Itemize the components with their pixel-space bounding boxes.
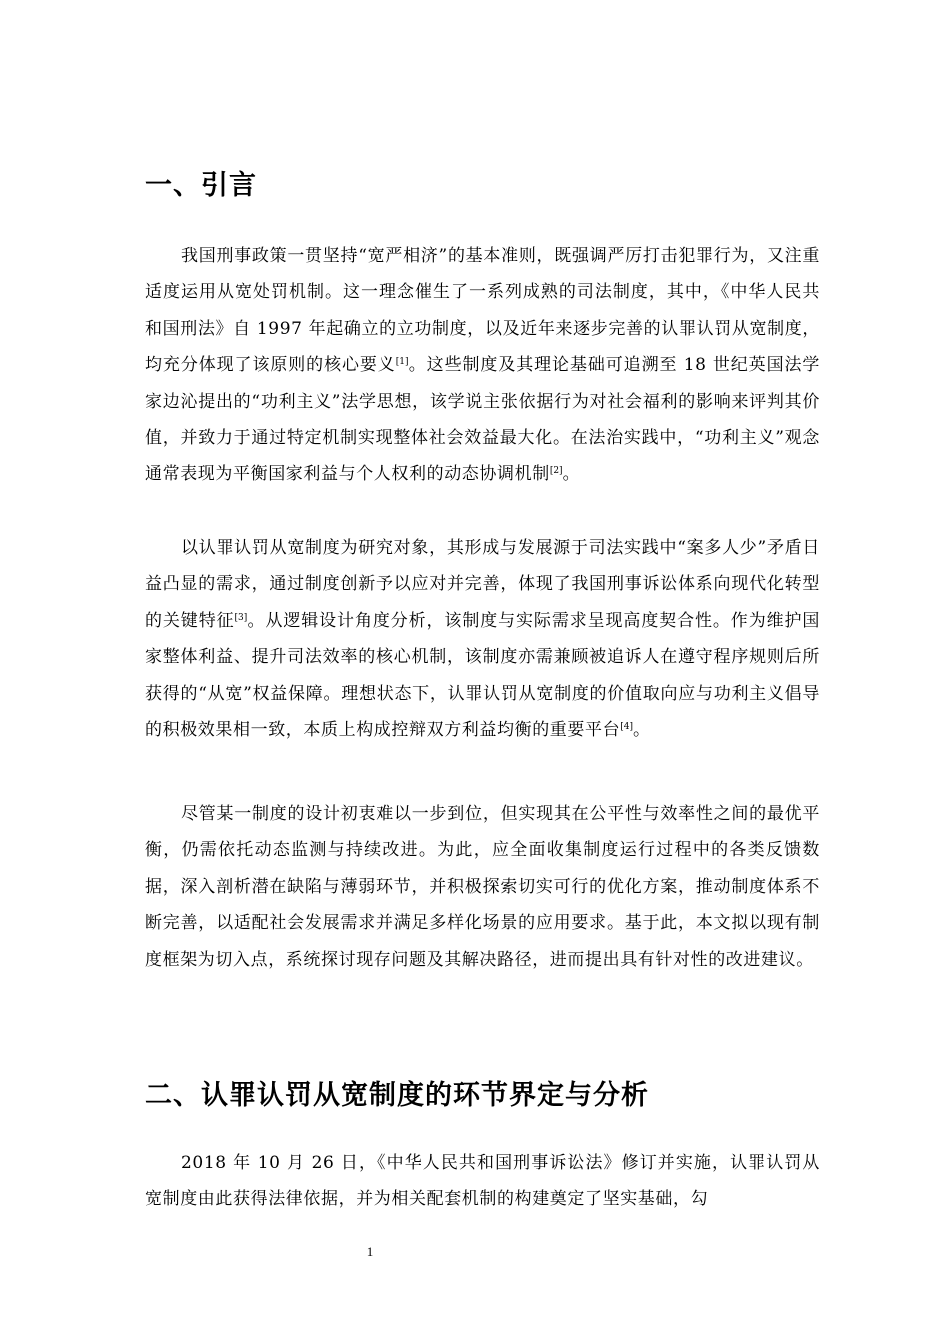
citation-ref: [3] [234, 612, 248, 623]
text-run: 。从逻辑设计角度分析，该制度与实际需求呈现高度契合性。作为维护国家整体利益、提升司法效率的核心机制，该制度亦需兼顾被追诉人在遵守程序规则后所获得的“从宽”权益保障。理想状态下，认罪认罚从宽制度的价值取向应与功利主义倡导的积极效果相一致，本质上构成控辩双方利益均衡的重要平台 [145, 610, 821, 741]
text-run: 。 [562, 464, 581, 485]
paragraph [145, 530, 820, 748]
paragraph [145, 796, 820, 978]
paragraph [145, 1145, 820, 1218]
text-run: 。这些制度及其理论基础可追溯至 18 世纪英国法学家边沁提出的“功利主义”法学思想，该学说主张依据行为对社会福利的影响来评判其价值，并致力于通过特定机制实现整体社会效益最大化。在法治实践中，“功利主义”观念通常表现为平衡国家利益与个人权利的动态协调机制 [145, 355, 820, 485]
page-number: 1 [366, 1244, 374, 1259]
text-run: 。 [632, 720, 651, 741]
paragraph [145, 238, 820, 493]
text-run: 以认罪认罚从宽制度为研究对象，其形成与发展源于司法实践中“案多人少”矛盾日益凸显的需求，通过制度创新予以应对并完善，体现了我国刑事诉讼体系向现代化转型的关键特征 [145, 538, 820, 631]
citation-ref: [2] [549, 466, 563, 477]
section-heading-introduction: 一、引言 [145, 170, 257, 201]
text-run: 我国刑事政策一贯坚持“宽严相济”的基本准则，既强调严厉打击犯罪行为，又注重适度运用从宽处罚机制。这一理念催生了一系列成熟的司法制度，其中，《中华人民共和国刑法》自 1997 年起确立的立功制度，以及近年来逐步完善的认罪认罚从宽制度，均充分体现了该原则的核心要义 [145, 246, 820, 376]
section-heading-analysis: 二、认罪认罚从宽制度的环节界定与分析 [145, 1080, 649, 1111]
citation-ref: [4] [620, 722, 633, 733]
text-run: 2018 年 10 月 26 日，《中华人民共和国刑事诉讼法》修订并实施，认罪认罚从宽制度由此获得法律依据，并为相关配套机制的构建奠定了坚实基础，勾 [145, 1153, 820, 1210]
text-run: 尽管某一制度的设计初衷难以一步到位，但实现其在公平性与效率性之间的最优平衡，仍需依托动态监测与持续改进。为此，应全面收集制度运行过程中的各类反馈数据，深入剖析潜在缺陷与薄弱环节，并积极探索切实可行的优化方案，推动制度体系不断完善，以适配社会发展需求并满足多样化场景的应用要求。基于此，本文拟以现有制度框架为切入点，系统探讨现存问题及其解决路径，进而提出具有针对性的改进建议。 [145, 804, 820, 970]
citation-ref: [1] [395, 357, 409, 368]
